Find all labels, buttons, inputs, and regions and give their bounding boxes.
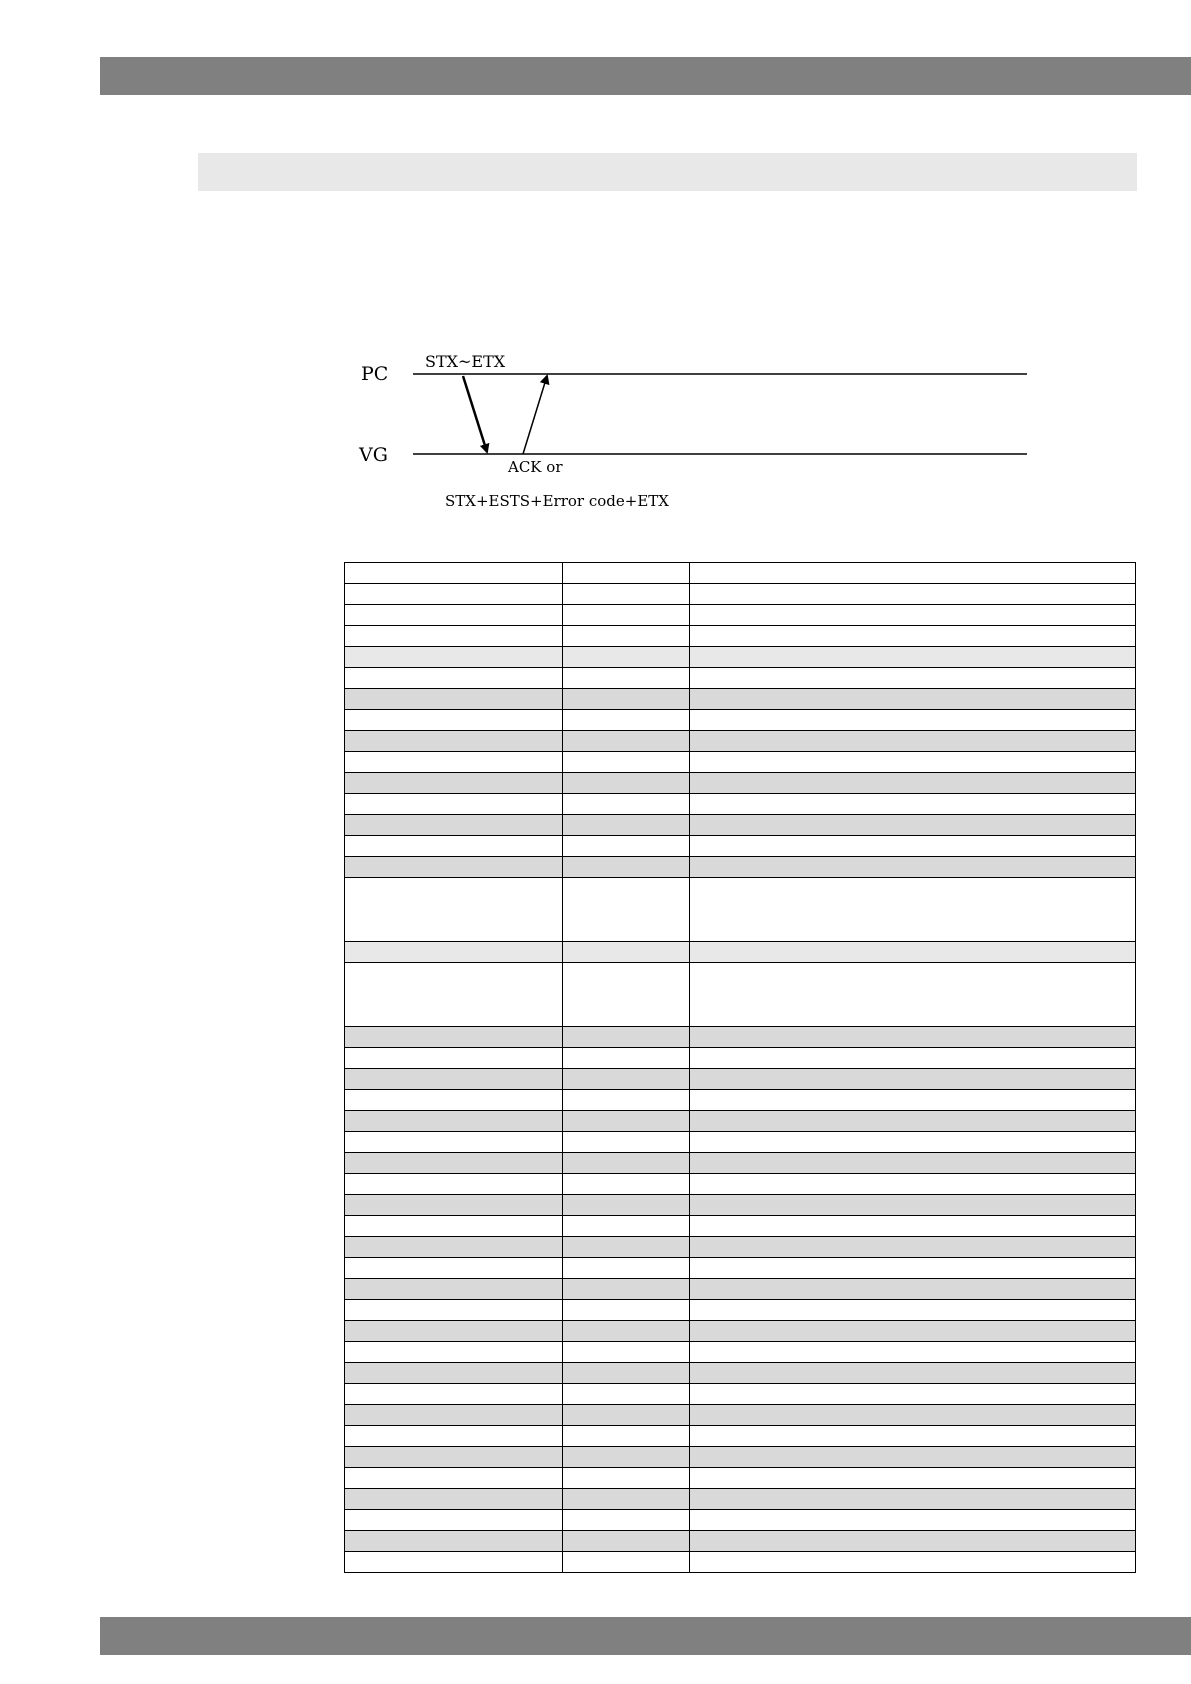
reply-arrow: [523, 376, 547, 454]
table-row: [345, 857, 1136, 878]
table-row: [345, 605, 1136, 626]
send-label: STX~ETX: [425, 352, 506, 371]
table-row: [345, 1258, 1136, 1279]
footer-bar: [100, 1617, 1191, 1655]
reply-label-line1: ACK or: [508, 458, 563, 476]
table-row: [345, 1090, 1136, 1111]
table-row: [345, 1111, 1136, 1132]
vg-label: VG: [359, 444, 388, 466]
table-row: [345, 626, 1136, 647]
table-row: [345, 647, 1136, 668]
table-row: [345, 1489, 1136, 1510]
table-row: [345, 1363, 1136, 1384]
reply-label-line2: STX+ESTS+Error code+ETX: [445, 492, 669, 510]
header-bar: [100, 57, 1191, 95]
pc-label: PC: [361, 363, 389, 385]
table-row: [345, 1027, 1136, 1048]
table-row: [345, 1153, 1136, 1174]
timing-diagram: [350, 340, 1050, 520]
table-row: [345, 1195, 1136, 1216]
table-row: [345, 1468, 1136, 1489]
table-row: [345, 878, 1136, 942]
table-row: [345, 1510, 1136, 1531]
send-arrow: [463, 376, 487, 452]
protocol-table: [344, 562, 1136, 1573]
table-row: [345, 1405, 1136, 1426]
table-row: [345, 794, 1136, 815]
table-row: [345, 963, 1136, 1027]
table-row: [345, 1300, 1136, 1321]
table-row: [345, 1531, 1136, 1552]
table-row: [345, 752, 1136, 773]
table-row: [345, 689, 1136, 710]
table-row: [345, 836, 1136, 857]
table-row: [345, 1069, 1136, 1090]
table-row: [345, 1132, 1136, 1153]
table-row: [345, 710, 1136, 731]
section-heading-band: [198, 153, 1137, 191]
table-row: [345, 731, 1136, 752]
table-row: [345, 1237, 1136, 1258]
table-row: [345, 1342, 1136, 1363]
table-row: [345, 1552, 1136, 1573]
table-row: [345, 942, 1136, 963]
table-row: [345, 1048, 1136, 1069]
table-row: [345, 1426, 1136, 1447]
table-row: [345, 1384, 1136, 1405]
table-row: [345, 773, 1136, 794]
table-row: [345, 668, 1136, 689]
table-row: [345, 1174, 1136, 1195]
table-row: [345, 815, 1136, 836]
table-row: [345, 584, 1136, 605]
table-row: [345, 1279, 1136, 1300]
table-row: [345, 1216, 1136, 1237]
table-row: [345, 1447, 1136, 1468]
table-row: [345, 563, 1136, 584]
table-row: [345, 1321, 1136, 1342]
